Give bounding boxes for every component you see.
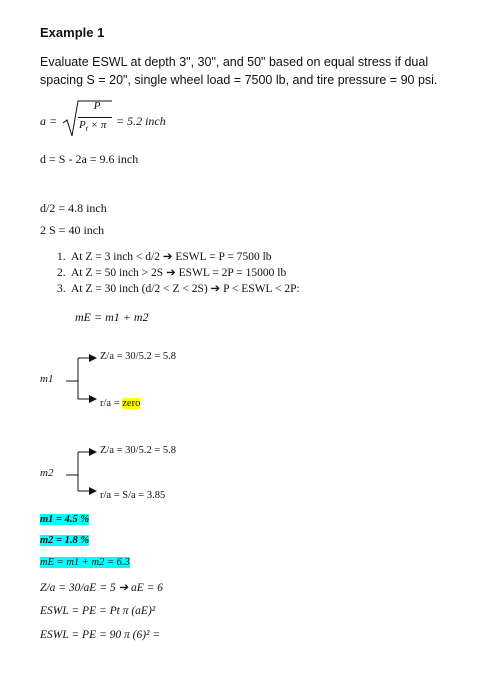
eswl-formula-1: ESWL = PE = Pt π (aE)² — [40, 605, 156, 617]
formula-a-rhs: = 5.2 inch — [116, 114, 166, 128]
formula-a-denominator: $P_t \times \pi$ — [79, 119, 107, 134]
intro-line-1: Evaluate ESWL at depth 3", 30", and 50" based on equal stress if dual — [40, 55, 429, 69]
result-me: mE = m1 + m2 = 6.3 — [40, 557, 130, 568]
intro-line-2: spacing S = 20", single wheel load = 7500 lb, and tire pressure = 90 psi. — [40, 73, 438, 87]
branch1-label: m1 — [40, 373, 54, 385]
case-item-2: 2. At Z = 50 inch > 2S ➔ ESWL = 2P = 15000 lb — [57, 267, 287, 279]
half-d-line: d/2 = 4.8 inch — [40, 201, 107, 215]
case-item-1: 1. At Z = 3 inch < d/2 ➔ ESWL = P = 7500 lb — [57, 251, 272, 263]
zero-highlight: zero — [122, 398, 141, 409]
za-line: Z/a = 30/aE = 5 ➔ aE = 6 — [40, 582, 164, 594]
branch2-top-text: Z/a = 30/5.2 = 5.8 — [100, 445, 177, 456]
branch2-bottom-text: r/a = S/a = 3.85 — [100, 490, 166, 501]
result-m2: m2 = 1.8 % — [40, 535, 90, 546]
branch2-label: m2 — [40, 467, 54, 479]
branch1-connector — [66, 358, 96, 399]
formula-a-lhs: a = — [40, 114, 58, 128]
two-s-line: 2 S = 40 inch — [40, 223, 105, 237]
branch1-bottom-text: r/a = zero — [100, 398, 141, 409]
formula-a-numerator: P — [93, 100, 101, 112]
sum-formula: mE = m1 + m2 — [75, 310, 149, 324]
eswl-formula-2: ESWL = PE = 90 π (6)² = — [40, 629, 161, 641]
case-item-3: 3. At Z = 30 inch (d/2 < Z < 2S) ➔ P < ESWL < 2P: — [57, 283, 300, 295]
d-line: d = S - 2a = 9.6 inch — [40, 152, 139, 166]
branch2-connector — [66, 452, 96, 491]
branch1-top-text: Z/a = 30/5.2 = 5.8 — [100, 351, 177, 362]
formula-a-fraction-bar — [78, 117, 112, 118]
result-m1: m1 = 4.5 % — [40, 514, 90, 525]
example-heading: Example 1 — [40, 25, 105, 40]
